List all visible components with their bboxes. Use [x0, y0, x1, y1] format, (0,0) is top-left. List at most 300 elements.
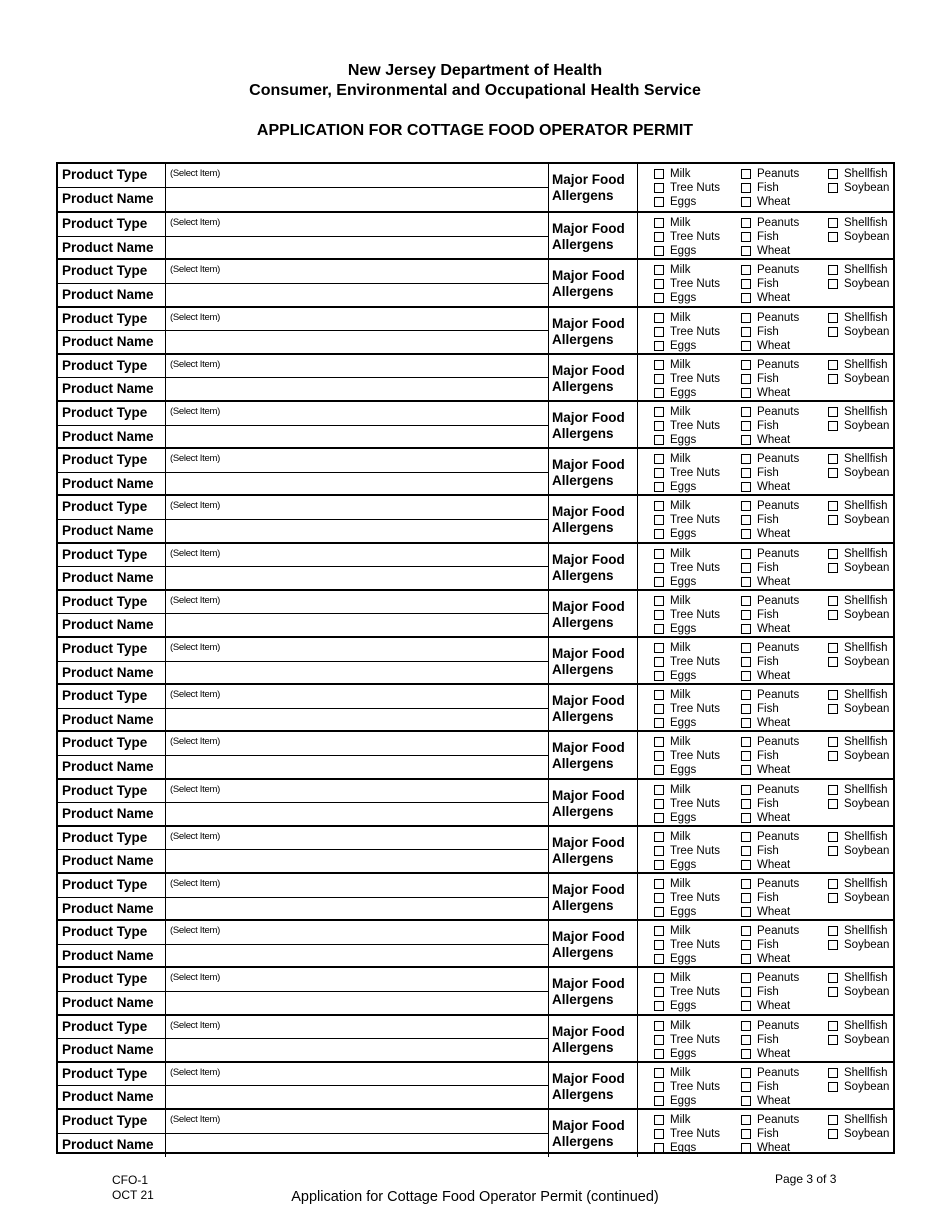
checkbox[interactable] — [741, 751, 751, 761]
allergen-option-fish[interactable] — [741, 1127, 779, 1141]
checkbox[interactable] — [654, 360, 664, 370]
checkbox[interactable] — [654, 690, 664, 700]
product-type-select[interactable]: (Select Item) — [166, 638, 548, 662]
checkbox[interactable] — [828, 360, 838, 370]
allergen-option-peanuts[interactable] — [741, 1066, 799, 1080]
allergen-option-milk[interactable] — [654, 499, 690, 513]
allergen-option-peanuts[interactable] — [741, 405, 799, 419]
allergen-option-wheat[interactable] — [741, 527, 790, 541]
checkbox[interactable] — [654, 327, 664, 337]
checkbox[interactable] — [828, 926, 838, 936]
allergen-option-peanuts[interactable] — [741, 216, 799, 230]
allergen-option-soybean[interactable] — [828, 181, 889, 195]
checkbox[interactable] — [828, 183, 838, 193]
allergen-option-wheat[interactable] — [741, 999, 790, 1013]
checkbox[interactable] — [741, 596, 751, 606]
allergen-option-milk[interactable] — [654, 877, 690, 891]
checkbox[interactable] — [741, 1049, 751, 1059]
checkbox[interactable] — [741, 624, 751, 634]
checkbox[interactable] — [654, 1021, 664, 1031]
allergen-option-shellfish[interactable] — [828, 594, 887, 608]
checkbox[interactable] — [654, 468, 664, 478]
allergen-option-fish[interactable] — [741, 1080, 779, 1094]
checkbox[interactable] — [828, 468, 838, 478]
checkbox[interactable] — [654, 657, 664, 667]
checkbox[interactable] — [654, 563, 664, 573]
product-type-select[interactable]: (Select Item) — [166, 449, 548, 473]
checkbox[interactable] — [654, 596, 664, 606]
allergen-option-milk[interactable] — [654, 1113, 690, 1127]
checkbox[interactable] — [828, 596, 838, 606]
checkbox[interactable] — [741, 718, 751, 728]
product-type-select[interactable]: (Select Item) — [166, 355, 548, 379]
checkbox[interactable] — [654, 624, 664, 634]
allergen-option-peanuts[interactable] — [741, 783, 799, 797]
product-name-input[interactable] — [166, 284, 548, 308]
checkbox[interactable] — [654, 529, 664, 539]
allergen-option-eggs[interactable] — [654, 291, 696, 305]
checkbox[interactable] — [828, 563, 838, 573]
checkbox[interactable] — [741, 832, 751, 842]
allergen-option-milk[interactable] — [654, 405, 690, 419]
checkbox[interactable] — [654, 860, 664, 870]
checkbox[interactable] — [741, 860, 751, 870]
checkbox[interactable] — [654, 954, 664, 964]
checkbox[interactable] — [828, 799, 838, 809]
product-name-input[interactable] — [166, 1039, 548, 1063]
checkbox[interactable] — [654, 643, 664, 653]
allergen-option-shellfish[interactable] — [828, 971, 887, 985]
allergen-option-soybean[interactable] — [828, 702, 889, 716]
allergen-option-soybean[interactable] — [828, 938, 889, 952]
product-type-select[interactable]: (Select Item) — [166, 685, 548, 709]
allergen-option-eggs[interactable] — [654, 1047, 696, 1061]
checkbox[interactable] — [828, 940, 838, 950]
checkbox[interactable] — [741, 907, 751, 917]
allergen-option-peanuts[interactable] — [741, 688, 799, 702]
allergen-option-peanuts[interactable] — [741, 971, 799, 985]
checkbox[interactable] — [654, 973, 664, 983]
checkbox[interactable] — [654, 293, 664, 303]
allergen-option-wheat[interactable] — [741, 622, 790, 636]
allergen-option-fish[interactable] — [741, 608, 779, 622]
checkbox[interactable] — [654, 718, 664, 728]
allergen-option-peanuts[interactable] — [741, 735, 799, 749]
allergen-option-fish[interactable] — [741, 419, 779, 433]
allergen-option-fish[interactable] — [741, 513, 779, 527]
product-type-select[interactable]: (Select Item) — [166, 591, 548, 615]
checkbox[interactable] — [741, 374, 751, 384]
checkbox[interactable] — [654, 704, 664, 714]
checkbox[interactable] — [741, 765, 751, 775]
checkbox[interactable] — [828, 610, 838, 620]
product-type-select[interactable]: (Select Item) — [166, 308, 548, 332]
allergen-option-wheat[interactable] — [741, 244, 790, 258]
checkbox[interactable] — [741, 987, 751, 997]
allergen-option-shellfish[interactable] — [828, 452, 887, 466]
checkbox[interactable] — [828, 1035, 838, 1045]
checkbox[interactable] — [654, 1082, 664, 1092]
allergen-option-milk[interactable] — [654, 167, 690, 181]
checkbox[interactable] — [654, 926, 664, 936]
allergen-option-tree-nuts[interactable] — [654, 1033, 720, 1047]
checkbox[interactable] — [741, 1021, 751, 1031]
allergen-option-shellfish[interactable] — [828, 688, 887, 702]
checkbox[interactable] — [741, 1096, 751, 1106]
checkbox[interactable] — [741, 737, 751, 747]
allergen-option-milk[interactable] — [654, 547, 690, 561]
allergen-option-eggs[interactable] — [654, 527, 696, 541]
checkbox[interactable] — [741, 197, 751, 207]
checkbox[interactable] — [828, 501, 838, 511]
allergen-option-tree-nuts[interactable] — [654, 277, 720, 291]
allergen-option-shellfish[interactable] — [828, 547, 887, 561]
allergen-option-peanuts[interactable] — [741, 311, 799, 325]
allergen-option-eggs[interactable] — [654, 1141, 696, 1155]
allergen-option-tree-nuts[interactable] — [654, 655, 720, 669]
checkbox[interactable] — [654, 501, 664, 511]
checkbox[interactable] — [654, 421, 664, 431]
checkbox[interactable] — [741, 435, 751, 445]
allergen-option-fish[interactable] — [741, 655, 779, 669]
allergen-option-soybean[interactable] — [828, 466, 889, 480]
allergen-option-eggs[interactable] — [654, 1094, 696, 1108]
product-type-select[interactable]: (Select Item) — [166, 260, 548, 284]
checkbox[interactable] — [654, 313, 664, 323]
allergen-option-fish[interactable] — [741, 230, 779, 244]
allergen-option-shellfish[interactable] — [828, 1019, 887, 1033]
allergen-option-tree-nuts[interactable] — [654, 419, 720, 433]
checkbox[interactable] — [828, 657, 838, 667]
checkbox[interactable] — [741, 643, 751, 653]
checkbox[interactable] — [741, 183, 751, 193]
allergen-option-eggs[interactable] — [654, 244, 696, 258]
allergen-option-soybean[interactable] — [828, 891, 889, 905]
allergen-option-shellfish[interactable] — [828, 641, 887, 655]
allergen-option-eggs[interactable] — [654, 716, 696, 730]
allergen-option-fish[interactable] — [741, 277, 779, 291]
allergen-option-soybean[interactable] — [828, 749, 889, 763]
checkbox[interactable] — [741, 360, 751, 370]
product-name-input[interactable] — [166, 1134, 548, 1158]
checkbox[interactable] — [654, 1129, 664, 1139]
checkbox[interactable] — [741, 388, 751, 398]
checkbox[interactable] — [654, 846, 664, 856]
checkbox[interactable] — [654, 940, 664, 950]
allergen-option-fish[interactable] — [741, 561, 779, 575]
checkbox[interactable] — [741, 313, 751, 323]
product-name-input[interactable] — [166, 850, 548, 874]
allergen-option-tree-nuts[interactable] — [654, 1080, 720, 1094]
checkbox[interactable] — [654, 1096, 664, 1106]
allergen-option-soybean[interactable] — [828, 985, 889, 999]
allergen-option-eggs[interactable] — [654, 575, 696, 589]
checkbox[interactable] — [828, 313, 838, 323]
checkbox[interactable] — [741, 327, 751, 337]
checkbox[interactable] — [741, 1143, 751, 1153]
allergen-option-soybean[interactable] — [828, 797, 889, 811]
checkbox[interactable] — [828, 265, 838, 275]
allergen-option-eggs[interactable] — [654, 999, 696, 1013]
checkbox[interactable] — [654, 1049, 664, 1059]
checkbox[interactable] — [828, 751, 838, 761]
checkbox[interactable] — [654, 454, 664, 464]
allergen-option-tree-nuts[interactable] — [654, 985, 720, 999]
allergen-option-milk[interactable] — [654, 1066, 690, 1080]
allergen-option-peanuts[interactable] — [741, 547, 799, 561]
product-name-input[interactable] — [166, 803, 548, 827]
checkbox[interactable] — [741, 610, 751, 620]
product-name-input[interactable] — [166, 520, 548, 544]
checkbox[interactable] — [654, 1001, 664, 1011]
checkbox[interactable] — [741, 169, 751, 179]
allergen-option-milk[interactable] — [654, 735, 690, 749]
checkbox[interactable] — [654, 1035, 664, 1045]
allergen-option-shellfish[interactable] — [828, 735, 887, 749]
checkbox[interactable] — [741, 515, 751, 525]
allergen-option-tree-nuts[interactable] — [654, 1127, 720, 1141]
allergen-option-peanuts[interactable] — [741, 830, 799, 844]
checkbox[interactable] — [741, 482, 751, 492]
checkbox[interactable] — [654, 1143, 664, 1153]
allergen-option-peanuts[interactable] — [741, 1113, 799, 1127]
allergen-option-tree-nuts[interactable] — [654, 325, 720, 339]
checkbox[interactable] — [828, 407, 838, 417]
checkbox[interactable] — [654, 893, 664, 903]
allergen-option-peanuts[interactable] — [741, 594, 799, 608]
checkbox[interactable] — [741, 1068, 751, 1078]
allergen-option-milk[interactable] — [654, 263, 690, 277]
product-type-select[interactable]: (Select Item) — [166, 496, 548, 520]
product-name-input[interactable] — [166, 992, 548, 1016]
allergen-option-milk[interactable] — [654, 594, 690, 608]
checkbox[interactable] — [654, 388, 664, 398]
allergen-option-fish[interactable] — [741, 1033, 779, 1047]
allergen-option-shellfish[interactable] — [828, 216, 887, 230]
checkbox[interactable] — [741, 1082, 751, 1092]
checkbox[interactable] — [828, 643, 838, 653]
checkbox[interactable] — [828, 169, 838, 179]
checkbox[interactable] — [828, 218, 838, 228]
checkbox[interactable] — [741, 1129, 751, 1139]
allergen-option-shellfish[interactable] — [828, 263, 887, 277]
allergen-option-wheat[interactable] — [741, 669, 790, 683]
product-name-input[interactable] — [166, 567, 548, 591]
checkbox[interactable] — [828, 737, 838, 747]
allergen-option-eggs[interactable] — [654, 905, 696, 919]
allergen-option-soybean[interactable] — [828, 372, 889, 386]
allergen-option-wheat[interactable] — [741, 386, 790, 400]
allergen-option-soybean[interactable] — [828, 608, 889, 622]
product-name-input[interactable] — [166, 473, 548, 497]
checkbox[interactable] — [654, 549, 664, 559]
checkbox[interactable] — [828, 232, 838, 242]
checkbox[interactable] — [741, 468, 751, 478]
allergen-option-peanuts[interactable] — [741, 167, 799, 181]
allergen-option-peanuts[interactable] — [741, 877, 799, 891]
checkbox[interactable] — [654, 737, 664, 747]
allergen-option-wheat[interactable] — [741, 952, 790, 966]
allergen-option-milk[interactable] — [654, 216, 690, 230]
allergen-option-shellfish[interactable] — [828, 877, 887, 891]
allergen-option-shellfish[interactable] — [828, 405, 887, 419]
allergen-option-wheat[interactable] — [741, 480, 790, 494]
checkbox[interactable] — [654, 183, 664, 193]
product-type-select[interactable]: (Select Item) — [166, 827, 548, 851]
allergen-option-wheat[interactable] — [741, 1047, 790, 1061]
allergen-option-shellfish[interactable] — [828, 499, 887, 513]
checkbox[interactable] — [741, 893, 751, 903]
checkbox[interactable] — [741, 232, 751, 242]
checkbox[interactable] — [654, 987, 664, 997]
allergen-option-shellfish[interactable] — [828, 311, 887, 325]
checkbox[interactable] — [828, 1068, 838, 1078]
product-name-input[interactable] — [166, 614, 548, 638]
checkbox[interactable] — [654, 218, 664, 228]
checkbox[interactable] — [654, 765, 664, 775]
allergen-option-fish[interactable] — [741, 797, 779, 811]
checkbox[interactable] — [741, 1115, 751, 1125]
product-type-select[interactable]: (Select Item) — [166, 402, 548, 426]
checkbox[interactable] — [741, 577, 751, 587]
allergen-option-soybean[interactable] — [828, 655, 889, 669]
allergen-option-fish[interactable] — [741, 466, 779, 480]
checkbox[interactable] — [654, 610, 664, 620]
allergen-option-shellfish[interactable] — [828, 1066, 887, 1080]
checkbox[interactable] — [741, 690, 751, 700]
checkbox[interactable] — [654, 799, 664, 809]
checkbox[interactable] — [828, 846, 838, 856]
allergen-option-shellfish[interactable] — [828, 830, 887, 844]
allergen-option-wheat[interactable] — [741, 905, 790, 919]
allergen-option-eggs[interactable] — [654, 480, 696, 494]
product-type-select[interactable]: (Select Item) — [166, 213, 548, 237]
product-name-input[interactable] — [166, 378, 548, 402]
product-type-select[interactable]: (Select Item) — [166, 544, 548, 568]
checkbox[interactable] — [828, 987, 838, 997]
product-name-input[interactable] — [166, 331, 548, 355]
allergen-option-fish[interactable] — [741, 325, 779, 339]
allergen-option-soybean[interactable] — [828, 844, 889, 858]
checkbox[interactable] — [654, 197, 664, 207]
allergen-option-soybean[interactable] — [828, 513, 889, 527]
checkbox[interactable] — [741, 940, 751, 950]
allergen-option-wheat[interactable] — [741, 1141, 790, 1155]
allergen-option-eggs[interactable] — [654, 763, 696, 777]
allergen-option-milk[interactable] — [654, 971, 690, 985]
checkbox[interactable] — [741, 799, 751, 809]
checkbox[interactable] — [741, 421, 751, 431]
allergen-option-soybean[interactable] — [828, 561, 889, 575]
product-type-select[interactable]: (Select Item) — [166, 732, 548, 756]
allergen-option-peanuts[interactable] — [741, 924, 799, 938]
allergen-option-shellfish[interactable] — [828, 1113, 887, 1127]
allergen-option-peanuts[interactable] — [741, 358, 799, 372]
checkbox[interactable] — [828, 973, 838, 983]
allergen-option-shellfish[interactable] — [828, 924, 887, 938]
checkbox[interactable] — [741, 407, 751, 417]
checkbox[interactable] — [654, 751, 664, 761]
checkbox[interactable] — [741, 785, 751, 795]
checkbox[interactable] — [741, 671, 751, 681]
checkbox[interactable] — [654, 279, 664, 289]
allergen-option-fish[interactable] — [741, 891, 779, 905]
checkbox[interactable] — [654, 879, 664, 889]
allergen-option-soybean[interactable] — [828, 1127, 889, 1141]
allergen-option-peanuts[interactable] — [741, 499, 799, 513]
allergen-option-milk[interactable] — [654, 783, 690, 797]
product-type-select[interactable]: (Select Item) — [166, 968, 548, 992]
allergen-option-wheat[interactable] — [741, 339, 790, 353]
allergen-option-fish[interactable] — [741, 702, 779, 716]
checkbox[interactable] — [741, 529, 751, 539]
checkbox[interactable] — [741, 879, 751, 889]
product-type-select[interactable]: (Select Item) — [166, 874, 548, 898]
checkbox[interactable] — [654, 515, 664, 525]
checkbox[interactable] — [654, 169, 664, 179]
checkbox[interactable] — [741, 501, 751, 511]
checkbox[interactable] — [741, 954, 751, 964]
allergen-option-shellfish[interactable] — [828, 783, 887, 797]
checkbox[interactable] — [654, 265, 664, 275]
checkbox[interactable] — [741, 846, 751, 856]
allergen-option-milk[interactable] — [654, 358, 690, 372]
allergen-option-milk[interactable] — [654, 924, 690, 938]
allergen-option-tree-nuts[interactable] — [654, 797, 720, 811]
allergen-option-eggs[interactable] — [654, 433, 696, 447]
checkbox[interactable] — [654, 407, 664, 417]
checkbox[interactable] — [654, 1068, 664, 1078]
checkbox[interactable] — [654, 435, 664, 445]
checkbox[interactable] — [654, 785, 664, 795]
checkbox[interactable] — [741, 563, 751, 573]
allergen-option-wheat[interactable] — [741, 433, 790, 447]
checkbox[interactable] — [741, 246, 751, 256]
allergen-option-milk[interactable] — [654, 1019, 690, 1033]
checkbox[interactable] — [654, 232, 664, 242]
product-type-select[interactable]: (Select Item) — [166, 1063, 548, 1087]
allergen-option-tree-nuts[interactable] — [654, 608, 720, 622]
product-name-input[interactable] — [166, 662, 548, 686]
allergen-option-wheat[interactable] — [741, 811, 790, 825]
checkbox[interactable] — [654, 832, 664, 842]
allergen-option-fish[interactable] — [741, 844, 779, 858]
checkbox[interactable] — [741, 1001, 751, 1011]
checkbox[interactable] — [654, 813, 664, 823]
allergen-option-soybean[interactable] — [828, 419, 889, 433]
allergen-option-shellfish[interactable] — [828, 167, 887, 181]
checkbox[interactable] — [828, 704, 838, 714]
allergen-option-fish[interactable] — [741, 749, 779, 763]
allergen-option-tree-nuts[interactable] — [654, 891, 720, 905]
checkbox[interactable] — [654, 671, 664, 681]
allergen-option-fish[interactable] — [741, 985, 779, 999]
checkbox[interactable] — [741, 265, 751, 275]
checkbox[interactable] — [828, 785, 838, 795]
product-type-select[interactable]: (Select Item) — [166, 164, 548, 188]
allergen-option-eggs[interactable] — [654, 669, 696, 683]
allergen-option-soybean[interactable] — [828, 1080, 889, 1094]
checkbox[interactable] — [828, 327, 838, 337]
allergen-option-milk[interactable] — [654, 452, 690, 466]
checkbox[interactable] — [654, 577, 664, 587]
checkbox[interactable] — [741, 218, 751, 228]
product-name-input[interactable] — [166, 237, 548, 261]
checkbox[interactable] — [828, 832, 838, 842]
allergen-option-eggs[interactable] — [654, 195, 696, 209]
checkbox[interactable] — [741, 704, 751, 714]
allergen-option-eggs[interactable] — [654, 858, 696, 872]
